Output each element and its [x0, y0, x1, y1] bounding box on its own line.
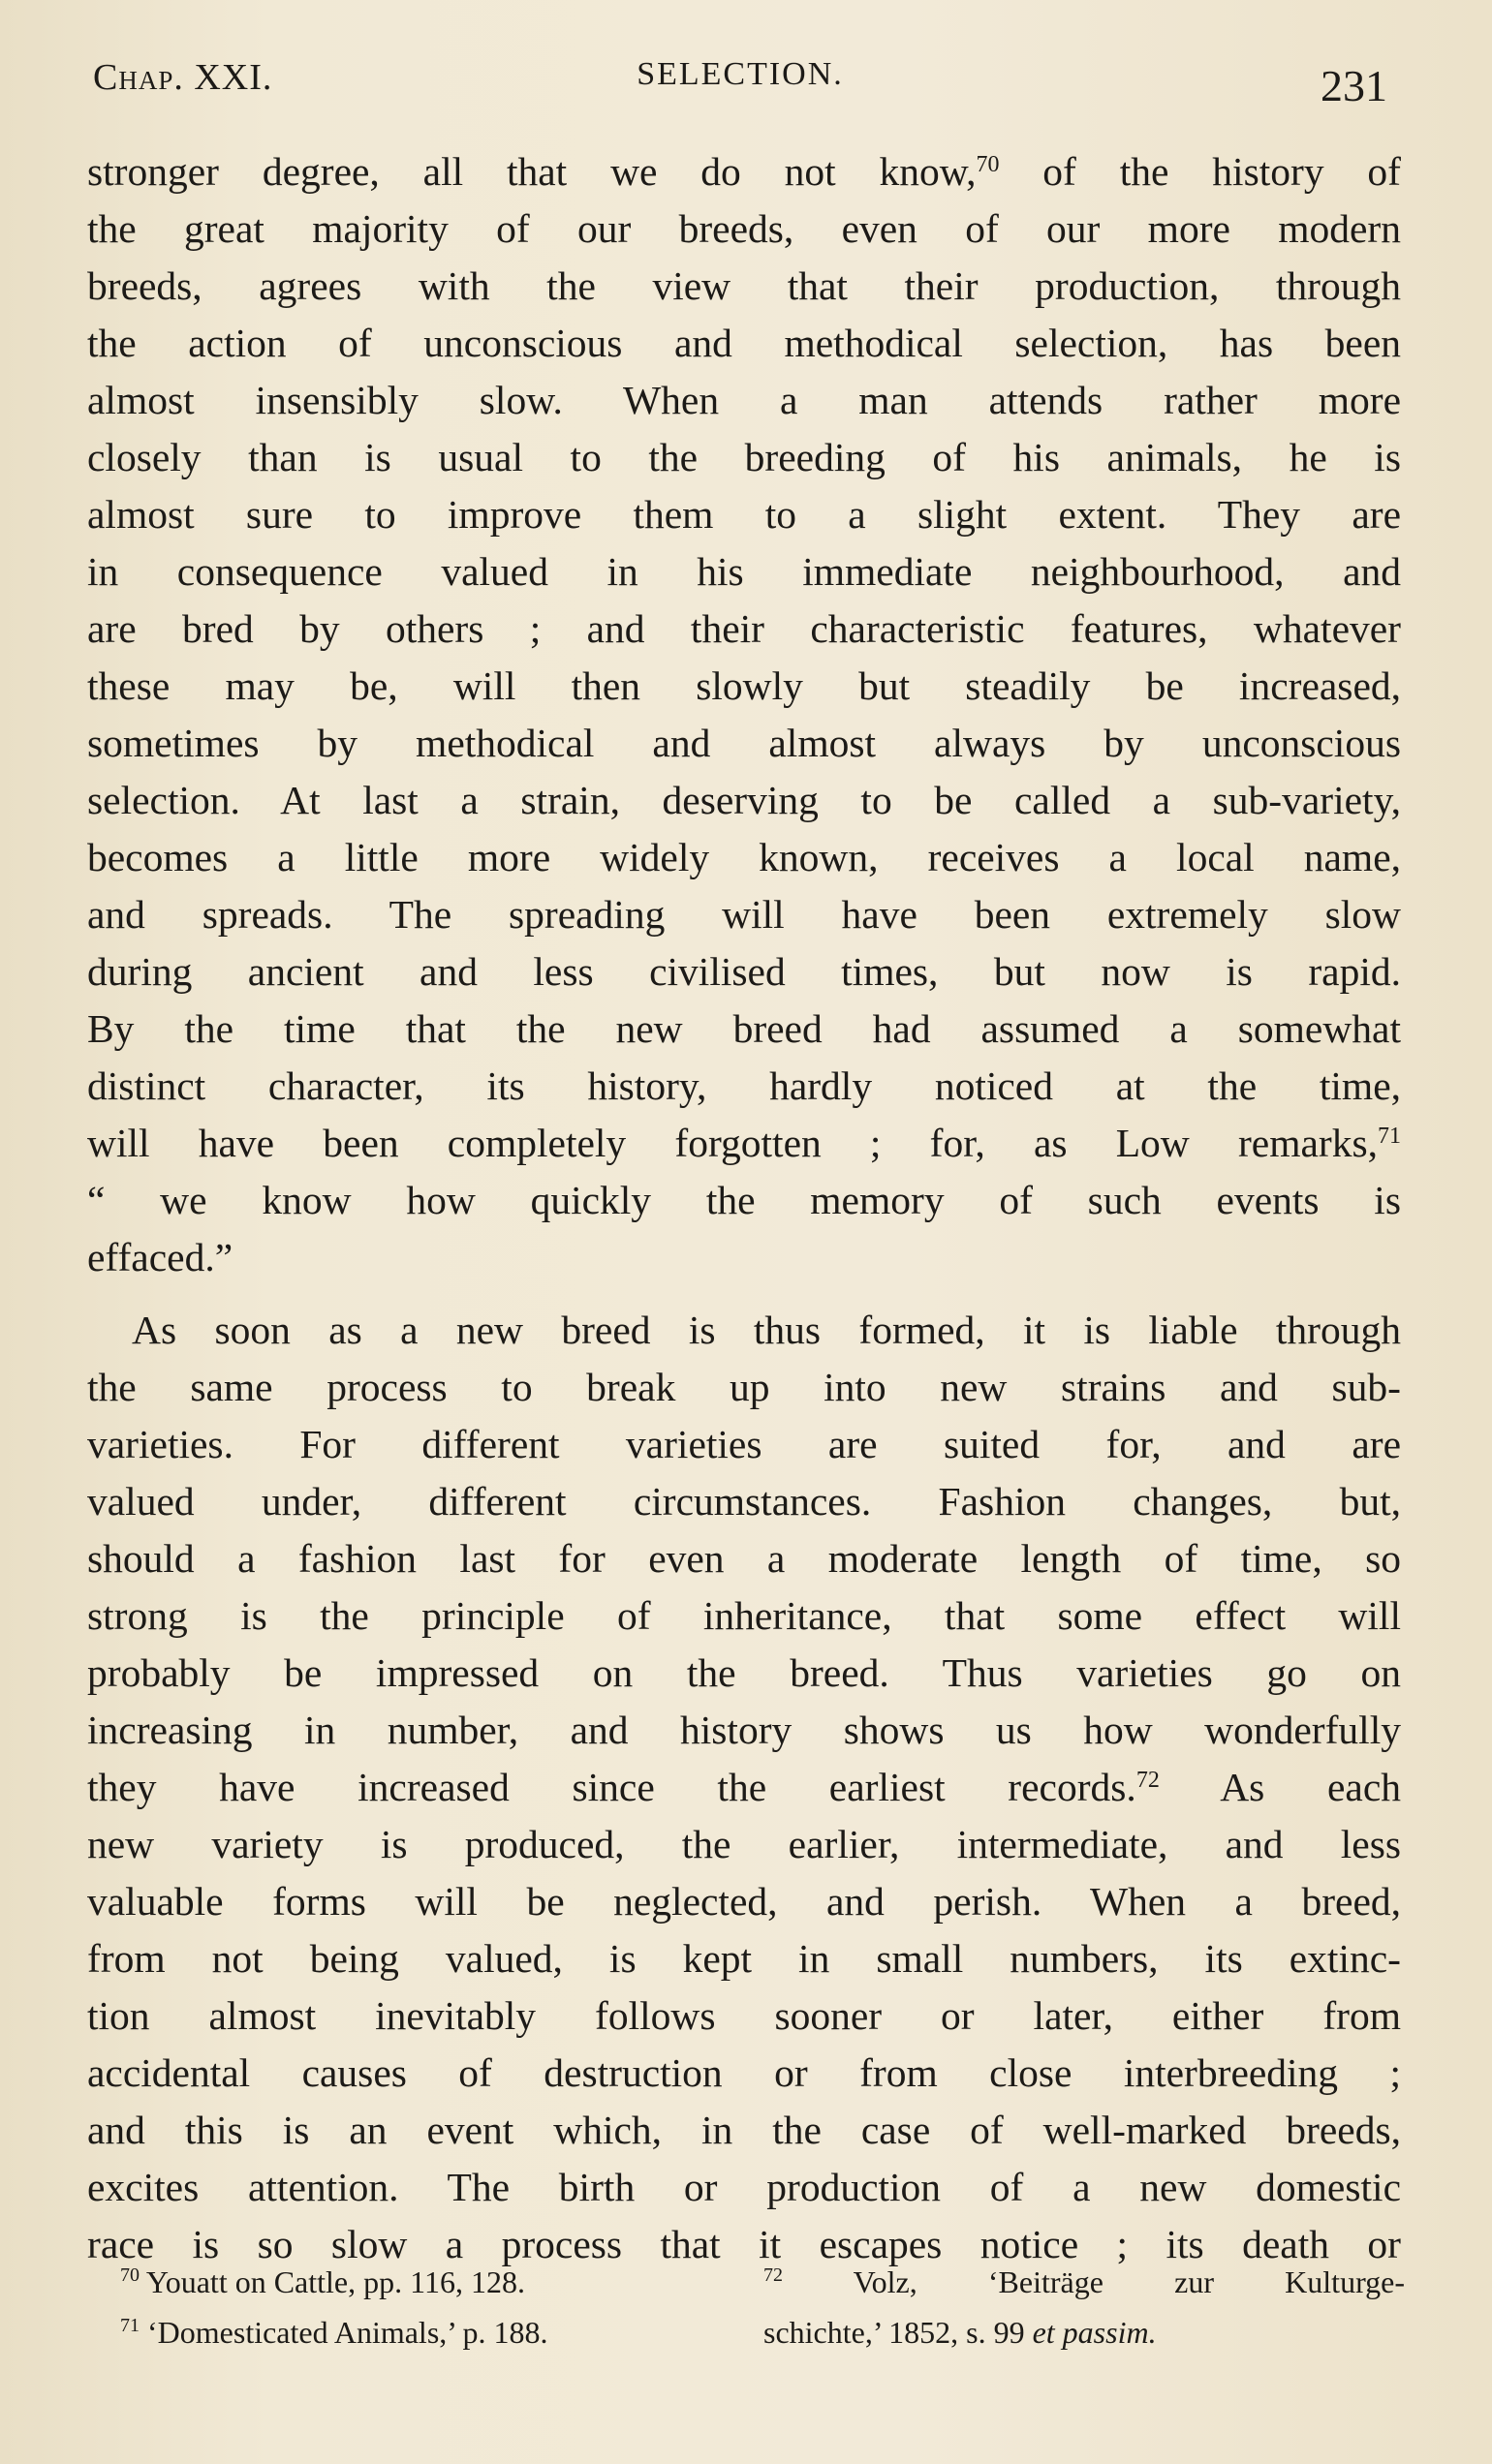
- text-line: distinct character, its history, hardly noticed at the time,: [87, 1063, 1401, 1108]
- text-line: stronger degree, all that we do not know,$^{70}$ of the history of: [87, 149, 1401, 194]
- text-line: “ we know how quickly the memory of such events is: [87, 1178, 1401, 1222]
- text-line: the same process to break up into new strains and sub-: [87, 1365, 1401, 1409]
- text-line: the great majority of our breeds, even of our more modern: [87, 206, 1401, 251]
- text-line: should a fashion last for even a moderate length of time, so: [87, 1536, 1401, 1581]
- footnote-line: schichte,’ 1852, s. 99 et passim.: [763, 2315, 1157, 2350]
- footnote-line: $^{72}$ Volz, ‘Beiträge zur Kulturge-: [763, 2264, 1405, 2299]
- footnote-reference: 72: [1135, 1768, 1160, 1793]
- text-line: from not being valued, is kept in small numbers, its extinc-: [87, 1936, 1401, 1981]
- text-line: these may be, will then slowly but steadily be increased,: [87, 663, 1401, 708]
- text-line: varieties. For different varieties are suited for, and are: [87, 1422, 1401, 1466]
- body-text: [87, 143, 1401, 2273]
- chapter-label: Chap. XXI.: [93, 57, 273, 98]
- footnote-italic: et passim.: [1032, 2315, 1157, 2350]
- running-header: [93, 50, 1387, 118]
- text-line: selection. At last a strain, deserving to be called a sub-variety,: [87, 778, 1401, 822]
- footnote-reference: 71: [1378, 1124, 1401, 1149]
- text-line: are bred by others ; and their characteristic features, whatever: [87, 606, 1401, 651]
- text-line: accidental causes of destruction or from close interbreeding ;: [87, 2050, 1401, 2095]
- text-line: during ancient and less civilised times, but now is rapid.: [87, 949, 1401, 994]
- footnote-line: $^{70}$ Youatt on Cattle, pp. 116, 128.: [120, 2264, 525, 2299]
- text-line: breeds, agrees with the view that their production, through: [87, 263, 1401, 308]
- text-line: becomes a little more widely known, receives a local name,: [87, 835, 1401, 879]
- text-line: valuable forms will be neglected, and perish. When a breed,: [87, 1879, 1401, 1924]
- footnote-marker: 70: [120, 2264, 140, 2286]
- footnote-marker: 72: [763, 2264, 783, 2286]
- footnote-marker: 71: [120, 2315, 140, 2336]
- text-line: and spreads. The spreading will have been extremely slow: [87, 892, 1401, 937]
- footnotes-left-column: [120, 2257, 548, 2357]
- text-line: almost insensibly slow. When a man attends rather more: [87, 378, 1401, 422]
- text-line: increasing in number, and history shows us how wonderfully: [87, 1708, 1401, 1752]
- text-line: effaced.”: [87, 1235, 233, 1279]
- text-line: strong is the principle of inheritance, that some effect will: [87, 1593, 1401, 1638]
- text-line: excites attention. The birth or production of a new domestic: [87, 2165, 1401, 2209]
- text-line: race is so slow a process that it escapes notice ; its death or: [87, 2222, 1401, 2266]
- text-line: probably be impressed on the breed. Thus varieties go on: [87, 1650, 1401, 1695]
- footnote-reference: 70: [976, 152, 1000, 177]
- text-line: sometimes by methodical and almost always by unconscious: [87, 721, 1401, 765]
- running-title: SELECTION.: [637, 56, 844, 92]
- text-line: will have been completely forgotten ; for, as Low remarks,$^{71}$: [87, 1121, 1401, 1165]
- page-number: 231: [1321, 61, 1387, 110]
- text-line: As soon as a new breed is thus formed, it is liable through: [132, 1308, 1401, 1352]
- text-line: new variety is produced, the earlier, intermediate, and less: [87, 1822, 1401, 1866]
- text-line: in consequence valued in his immediate neighbourhood, and: [87, 549, 1401, 594]
- text-line: and this is an event which, in the case of well-marked breeds,: [87, 2108, 1401, 2152]
- footnote-line: $^{71}$ ‘Domesticated Animals,’ p. 188.: [120, 2315, 548, 2350]
- text-line: tion almost inevitably follows sooner or later, either from: [87, 1993, 1401, 2038]
- text-line: valued under, different circumstances. Fashion changes, but,: [87, 1479, 1401, 1524]
- text-line: By the time that the new breed had assumed a somewhat: [87, 1006, 1401, 1051]
- text-line: they have increased since the earliest records.$^{72}$ As each: [87, 1765, 1401, 1809]
- text-line: almost sure to improve them to a slight extent. They are: [87, 492, 1401, 537]
- footnotes-right-column: [763, 2257, 1405, 2357]
- text-line: the action of unconscious and methodical selection, has been: [87, 321, 1401, 365]
- text-line: closely than is usual to the breeding of his animals, he is: [87, 435, 1401, 479]
